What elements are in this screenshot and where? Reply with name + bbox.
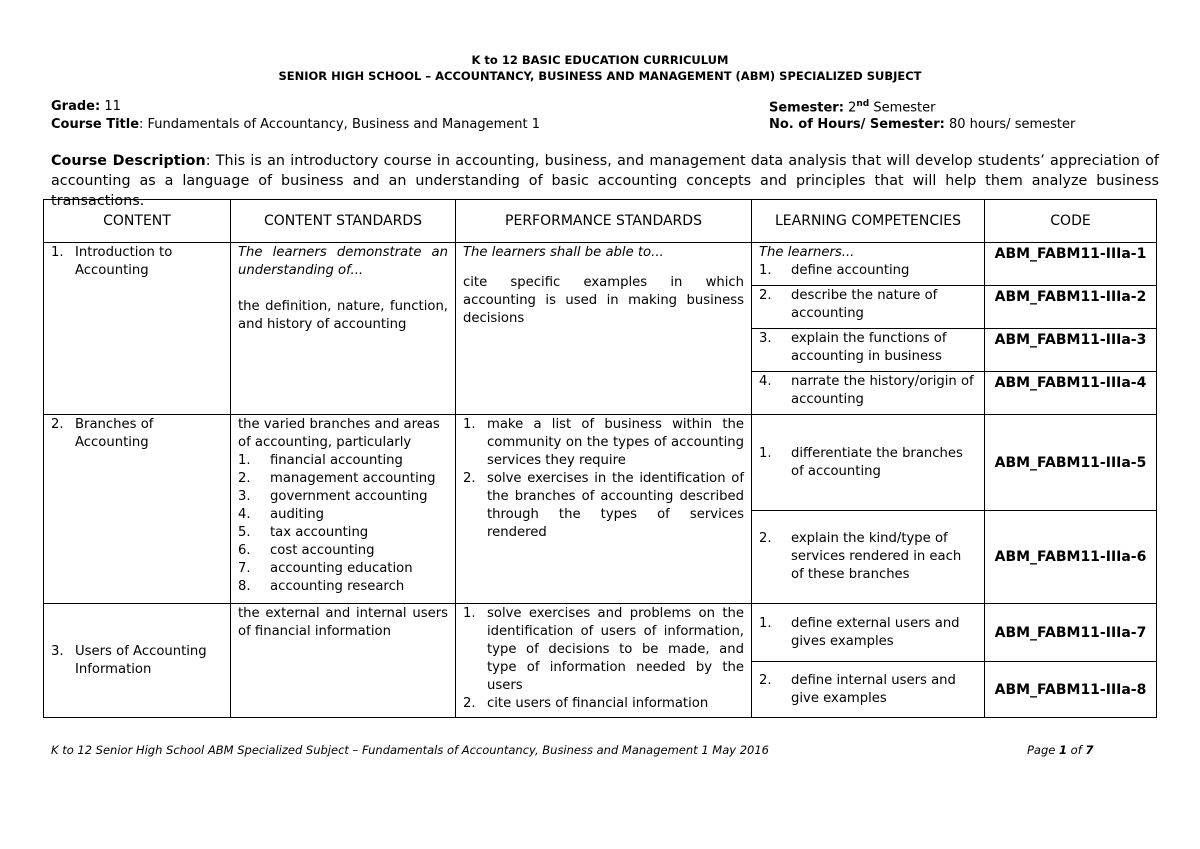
competency-cell (752, 286, 985, 329)
grade-line (51, 99, 121, 114)
competency-text: define internal users and give examples (791, 672, 956, 706)
footer-text: K to 12 Senior High School ABM Specialized Subject – Fundamentals of Accountancy, Business and Management 1 May 2016 (51, 743, 769, 757)
list-number: 1. (463, 417, 476, 432)
competency-text: define external users and gives examples (791, 615, 960, 649)
semester-word: Semester (873, 100, 936, 116)
competency-number: 4. (759, 374, 772, 389)
list-number: 2. (238, 471, 251, 486)
header-performance-standards: PERFORMANCE STANDARDS (456, 200, 752, 243)
content-standards-text: the external and internal users of financial information (238, 606, 448, 639)
content-standards-cell (231, 415, 456, 604)
content-text: Users of Accounting Information (75, 643, 207, 677)
page-prefix: Page (1027, 743, 1060, 757)
header-code: CODE (985, 200, 1157, 243)
list-item (238, 524, 448, 542)
competency-cell (752, 372, 985, 415)
content-standards-intro: The learners demonstrate an understanding of... (238, 245, 448, 278)
list-number: 2. (463, 696, 476, 711)
code-cell: ABM_FABM11-IIIa-2 (985, 286, 1157, 329)
list-text: solve exercises and problems on the identification of users of information, type of decisions to be made, and type of information needed by the users (487, 606, 744, 693)
hours-line (769, 117, 1075, 132)
branches-list (238, 452, 448, 596)
competency-text: narrate the history/origin of accounting (791, 374, 974, 407)
list-number: 1. (463, 606, 476, 621)
header-content: CONTENT (44, 200, 231, 243)
list-text: cost accounting (270, 543, 375, 558)
curriculum-subtitle: SENIOR HIGH SCHOOL – ACCOUNTANCY, BUSINESS AND MANAGEMENT (ABM) SPECIALIZED SUBJECT (278, 69, 922, 83)
page-number (1027, 743, 1093, 757)
list-number: 4. (238, 507, 251, 522)
list-item (463, 470, 744, 542)
semester-suffix: nd (856, 99, 870, 109)
content-text: Branches of Accounting (75, 417, 154, 450)
semester-line (769, 99, 935, 115)
competency-text: explain the kind/type of services rendered in each of these branches (791, 531, 962, 582)
code-cell: ABM_FABM11-IIIa-5 (985, 415, 1157, 511)
list-text: auditing (270, 507, 325, 522)
performance-standards-cell (456, 415, 752, 604)
list-number: 3. (238, 489, 251, 504)
curriculum-title: K to 12 BASIC EDUCATION CURRICULUM (471, 53, 729, 67)
competency-text: differentiate the branches of accounting (791, 445, 963, 479)
page-current: 1 (1059, 743, 1068, 757)
list-text: make a list of business within the community on the types of accounting services they require (487, 417, 744, 468)
course-title-value: : Fundamentals of Accountancy, Business and Management 1 (139, 117, 541, 132)
code-cell: ABM_FABM11-IIIa-8 (985, 662, 1157, 718)
list-item (238, 542, 448, 560)
competency-number: 2. (759, 288, 772, 303)
list-number: 5. (238, 525, 251, 540)
page-of: of (1067, 743, 1086, 757)
content-number: 3. (51, 643, 64, 659)
list-text: accounting education (270, 561, 413, 576)
table-row (44, 415, 1157, 511)
competency-number: 2. (759, 672, 772, 688)
list-number: 7. (238, 561, 251, 576)
performance-standards-cell (456, 243, 752, 415)
code-cell: ABM_FABM11-IIIa-4 (985, 372, 1157, 415)
competency-number: 1. (759, 615, 772, 631)
list-item (463, 416, 744, 470)
table-header-row (44, 200, 1157, 243)
list-number: 6. (238, 543, 251, 558)
hours-value: 80 hours/ semester (948, 117, 1076, 132)
list-item (463, 605, 744, 695)
course-description-text: : This is an introductory course in accounting, business, and management data analysis that will develop students’ appreciation of accounting as a language of business and an understanding of basic accounting concepts and principles that will help them analyze business transactions. (51, 153, 1159, 209)
content-standards-cell (231, 243, 456, 415)
header-content-standards: CONTENT STANDARDS (231, 200, 456, 243)
list-item (238, 578, 448, 596)
competency-intro: The learners... (759, 245, 855, 260)
competency-text: define accounting (791, 263, 910, 278)
competency-cell (752, 662, 985, 718)
competency-cell (752, 243, 985, 286)
semester-number: 2 (848, 100, 857, 116)
list-number: 2. (463, 471, 476, 486)
code-cell: ABM_FABM11-IIIa-6 (985, 511, 1157, 604)
competency-number: 1. (759, 263, 772, 278)
list-item (463, 695, 744, 713)
content-standards-text: the definition, nature, function, and history of accounting (238, 299, 448, 332)
content-cell (44, 604, 231, 718)
course-title-line (51, 117, 540, 132)
list-text: government accounting (270, 489, 428, 504)
competency-cell (752, 511, 985, 604)
competency-text: explain the functions of accounting in business (791, 331, 947, 364)
hours-label: No. of Hours/ Semester: (769, 117, 945, 132)
competency-cell (752, 415, 985, 511)
competency-number: 1. (759, 445, 772, 461)
list-text: solve exercises in the identification of the branches of accounting described through the types of services rendered (487, 471, 744, 540)
content-standards-text: the varied branches and areas of accounting, particularly (238, 417, 440, 450)
performance-standards-cell (456, 604, 752, 718)
code-cell: ABM_FABM11-IIIa-7 (985, 604, 1157, 662)
content-number: 2. (51, 417, 64, 432)
content-cell (44, 415, 231, 604)
list-item (238, 488, 448, 506)
list-item (238, 470, 448, 488)
content-number: 1. (51, 245, 64, 260)
list-text: management accounting (270, 471, 436, 486)
content-standards-cell (231, 604, 456, 718)
content-text: Introduction to Accounting (75, 245, 173, 278)
code-cell: ABM_FABM11-IIIa-3 (985, 329, 1157, 372)
curriculum-table (43, 199, 1157, 718)
list-number: 8. (238, 579, 251, 594)
table-row (44, 243, 1157, 286)
course-description-label: Course Description (51, 153, 206, 169)
list-item (238, 452, 448, 470)
code-cell: ABM_FABM11-IIIa-1 (985, 243, 1157, 286)
list-text: accounting research (270, 579, 405, 594)
header-learning-competencies: LEARNING COMPETENCIES (752, 200, 985, 243)
competency-text: describe the nature of accounting (791, 288, 938, 321)
competency-cell (752, 329, 985, 372)
performance-standards-intro: The learners shall be able to... (463, 245, 664, 260)
list-text: cite users of financial information (487, 696, 709, 711)
course-title-label: Course Title (51, 117, 140, 132)
content-cell (44, 243, 231, 415)
semester-label: Semester: (769, 100, 844, 116)
grade-label: Grade: (51, 99, 101, 114)
list-item (238, 560, 448, 578)
list-number: 1. (238, 453, 251, 468)
competency-number: 3. (759, 331, 772, 346)
list-text: tax accounting (270, 525, 369, 540)
list-item (238, 506, 448, 524)
page-total: 7 (1085, 743, 1094, 757)
list-text: financial accounting (270, 453, 403, 468)
grade-value: 11 (104, 99, 121, 114)
competency-cell (752, 604, 985, 662)
competency-number: 2. (759, 531, 772, 546)
performance-standards-text: cite specific examples in which accounting is used in making business decisions (463, 275, 744, 326)
table-row (44, 604, 1157, 662)
